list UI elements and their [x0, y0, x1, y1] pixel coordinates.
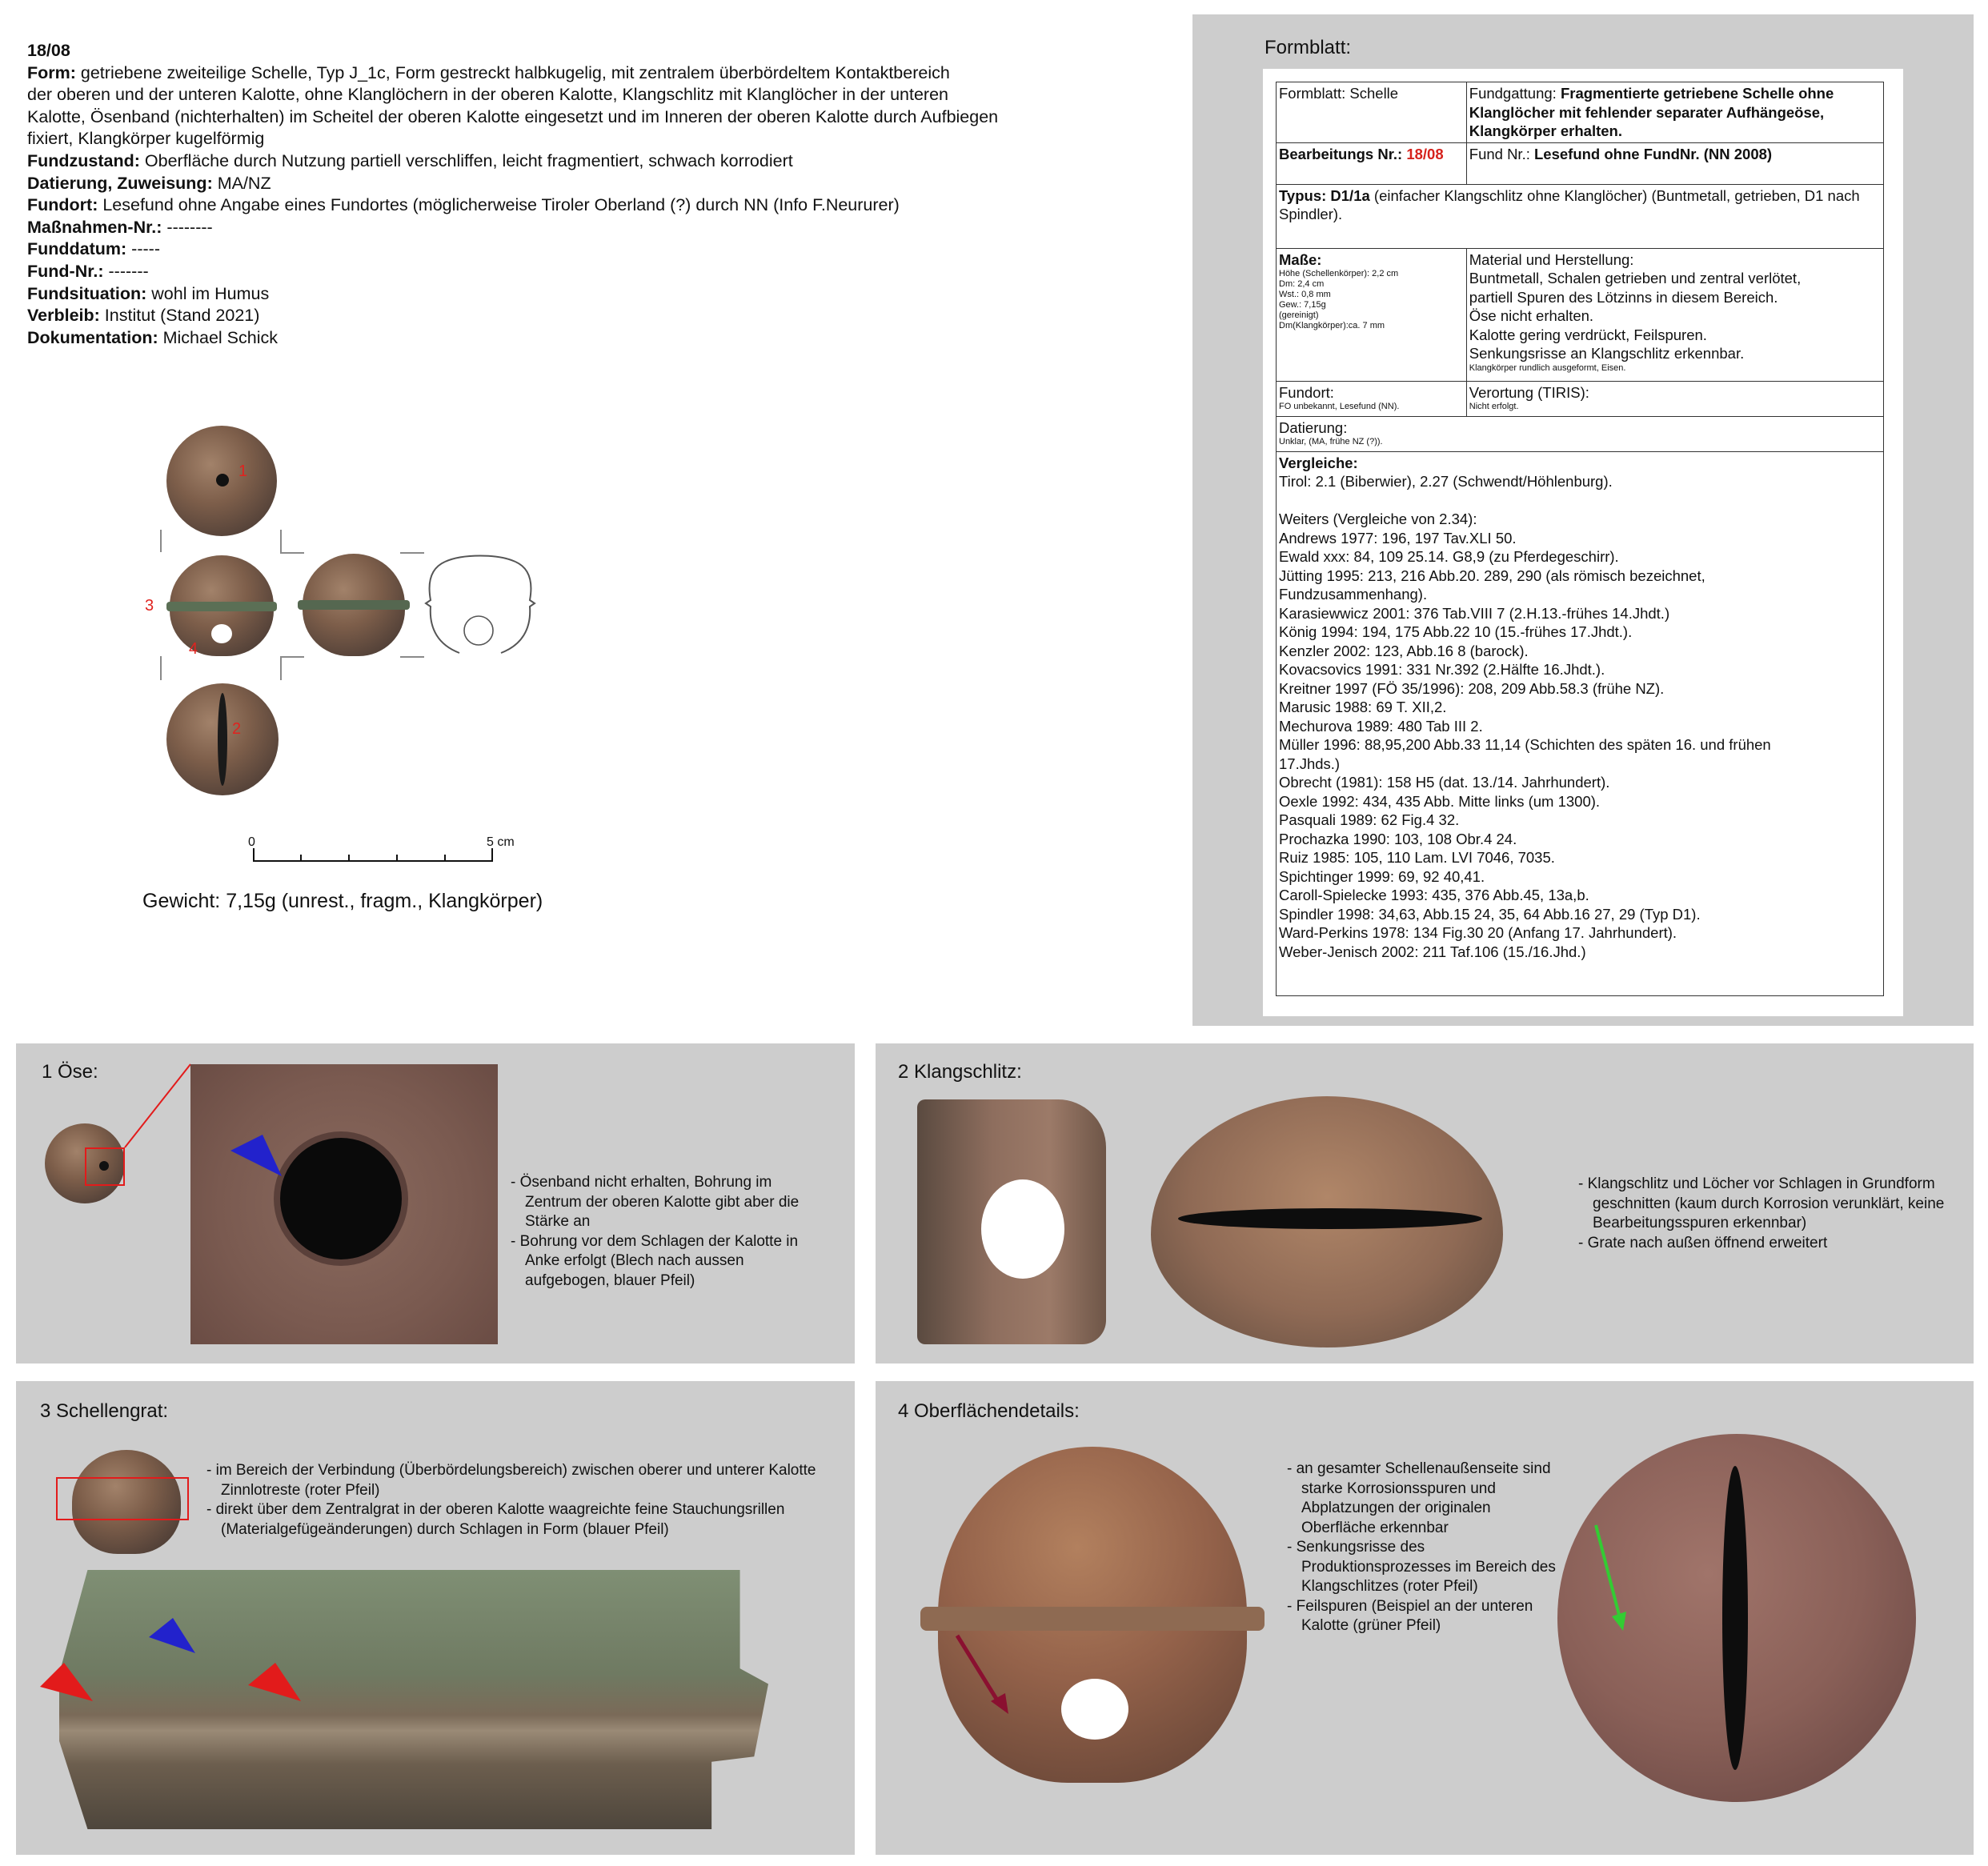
eyelet-hole — [216, 474, 229, 487]
note: - direkt über dem Zentralgrat in der oberen Kalotte waagreichte feine Stauchungsrillen (Materialgefügeänderungen) durch Schlagen in Form (blauer Pfeil) — [206, 1501, 785, 1538]
panel-notes — [511, 1173, 831, 1291]
list-line: Müller 1996: 88,95,200 Abb.33 11,14 (Schichten des späten 16. und frühen — [1279, 736, 1771, 753]
sound-slit — [1178, 1208, 1482, 1229]
list-line: 17.Jhds.) — [1279, 755, 1341, 772]
note: - Klangschlitz und Löcher vor Schlagen in Grundform geschnitten (kaum durch Korrosion verunklärt, keine Bearbeitungsspuren erkennbar) — [1578, 1175, 1945, 1231]
eyelet-closeup-photo — [190, 1064, 498, 1344]
bell-side-photo — [920, 1447, 1265, 1799]
note: - Ösenband nicht erhalten, Bohrung im Zentrum der oberen Kalotte gibt aber die Stärke an — [511, 1174, 800, 1230]
green-arrow — [1589, 1522, 1637, 1634]
description-line: Kalotte, Ösenband (nichterhalten) im Scheitel der oberen Kalotte eingesetzt und im Inneren der oberen Kalotte durch Aufbiegen — [27, 106, 999, 126]
list-line: Ruiz 1985: 105, 110 Lam. LVI 7046, 7035. — [1279, 849, 1555, 866]
slit-side-photo — [917, 1099, 1106, 1344]
sound-hole — [211, 624, 232, 643]
panel-schellengrat — [16, 1381, 855, 1855]
list-line: Obrecht (1981): 158 H5 (dat. 13./14. Jahrhundert). — [1279, 774, 1610, 791]
list-line: Spindler 1998: 34,63, Abb.15 24, 35, 64 Abb.16 27, 29 (Typ D1). — [1279, 905, 1701, 923]
section-drawing — [423, 551, 538, 663]
formblatt-panel — [1192, 14, 1974, 1026]
description-line: Funddatum: ----- — [27, 239, 160, 259]
masse-lines — [1279, 269, 1464, 331]
bell-side-view-2 — [298, 554, 410, 658]
list-line: partiell Spuren des Lötzinns in diesem Bereich. — [1469, 288, 1778, 306]
list-line: Caroll-Spielecke 1993: 435, 376 Abb.45, 13a,b. — [1279, 887, 1589, 903]
list-line: Kalotte gering verdrückt, Feilspuren. — [1469, 326, 1707, 343]
cell-masse: Maße: Höhe (Schellenkörper): 2,2 cm Dm: 2,4 cm Wst.: 0,8 mm Gew.: 7,15g (gereinigt) Dm(Klangkörper):ca. 7 mm — [1277, 248, 1467, 381]
formblatt-table — [1276, 82, 1884, 996]
list-line: Dm: 2,4 cm — [1279, 279, 1325, 289]
panel-title: 1 Öse: — [42, 1061, 98, 1083]
list-line: Jütting 1995: 213, 216 Abb.20. 289, 290 (als römisch bezeichnet, — [1279, 567, 1705, 584]
guide-line — [160, 530, 162, 552]
description-line: fixiert, Klangkörper kugelförmig — [27, 129, 265, 149]
list-line: (gereinigt) — [1279, 310, 1319, 320]
description-line: Dokumentation: Michael Schick — [27, 327, 278, 347]
list-line: Andrews 1977: 196, 197 Tav.XLI 50. — [1279, 529, 1517, 547]
note: - an gesamter Schellenaußenseite sind starke Korrosionsspuren und Abplatzungen der originalen Oberfläche erkennbar — [1287, 1460, 1551, 1536]
label-1: 1 — [238, 462, 248, 480]
sound-hole — [1061, 1679, 1128, 1740]
bell-bottom-view — [166, 683, 279, 795]
scale-label-end: 5 cm — [487, 835, 515, 849]
description-line: der oberen und der unteren Kalotte, ohne Klanglöchern in der oberen Kalotte, Klangschlitz mit Klanglöcher in der unteren — [27, 85, 948, 105]
cell-formblatt: Formblatt: Schelle — [1277, 82, 1467, 143]
guide-line — [280, 530, 282, 552]
formblatt-title: Formblatt: — [1265, 37, 1352, 58]
panel-title: 4 Oberflächendetails: — [898, 1400, 1080, 1422]
list-line: König 1994: 194, 175 Abb.22 10 (15.-frühes 17.Jhdt.). — [1279, 623, 1633, 640]
list-line: Pasquali 1989: 62 Fig.4 32. — [1279, 811, 1460, 828]
list-line: Öse nicht erhalten. — [1469, 307, 1594, 324]
description-line: Fundsituation: wohl im Humus — [27, 283, 270, 303]
description-line: Form: getriebene zweiteilige Schelle, Typ J_1c, Form gestreckt halbkugelig, mit zentralem überbördeltem Kontaktbereich — [27, 62, 950, 82]
maroon-arrow — [952, 1631, 1016, 1719]
panel-klangschlitz — [876, 1043, 1974, 1363]
bell-bottom-photo — [1557, 1434, 1916, 1802]
sound-slit — [1722, 1466, 1748, 1770]
cell-datierung: Datierung: Unklar, (MA, frühe NZ (?)). — [1277, 416, 1884, 451]
note: - im Bereich der Verbindung (Überbördelungsbereich) zwischen oberer und unterer Kalotte Zinnlotreste (roter Pfeil) — [206, 1462, 816, 1499]
cell-typus: Typus: D1/1a (einfacher Klangschlitz ohne Klanglöcher) (Buntmetall, getrieben, D1 nach Spindler). — [1277, 184, 1884, 248]
list-line: Material und Herstellung: — [1469, 250, 1634, 268]
slit-front-photo — [1151, 1096, 1503, 1347]
list-line: Gew.: 7,15g — [1279, 300, 1326, 310]
cell-verortung: Verortung (TIRIS): Nicht erfolgt. — [1466, 381, 1883, 416]
list-line: Marusic 1988: 69 T. XII,2. — [1279, 699, 1447, 715]
list-line: Spichtinger 1999: 69, 92 40,41. — [1279, 867, 1485, 885]
formblatt-sheet — [1263, 69, 1903, 1016]
list-line: Kenzler 2002: 123, Abb.16 8 (barock). — [1279, 642, 1529, 659]
list-line: Dm(Klangkörper):ca. 7 mm — [1279, 321, 1385, 330]
material-lines — [1469, 250, 1881, 363]
sound-slit — [218, 693, 227, 786]
list-line: Fundzusammenhang). — [1279, 586, 1428, 603]
cell-fund-nr: Fund Nr.: Lesefund ohne FundNr. (NN 2008) — [1466, 142, 1883, 184]
panel-title: 3 Schellengrat: — [40, 1400, 169, 1422]
list-line: Tirol: 2.1 (Biberwier), 2.27 (Schwendt/Höhlenburg). — [1279, 473, 1613, 490]
list-line: Buntmetall, Schalen getrieben und zentral verlötet, — [1469, 270, 1802, 286]
note: - Feilspuren (Beispiel an der unteren Kalotte (grüner Pfeil) — [1287, 1597, 1533, 1634]
eyelet-hole — [280, 1138, 402, 1259]
list-line: Prochazka 1990: 103, 108 Obr.4 24. — [1279, 830, 1517, 847]
description-line: Fund-Nr.: ------- — [27, 261, 149, 281]
list-line: Kreitner 1997 (FÖ 35/1996): 208, 209 Abb.58.3 (frühe NZ). — [1279, 679, 1665, 697]
note: - Bohrung vor dem Schlagen der Kalotte in Anke erfolgt (Blech nach aussen aufgebogen, blauer Pfeil) — [511, 1232, 799, 1289]
list-line: Oexle 1992: 434, 435 Abb. Mitte links (um 1300). — [1279, 792, 1601, 810]
list-line: Weiters (Vergleiche von 2.34): — [1279, 511, 1477, 527]
panel-oberflaechendetails — [876, 1381, 1974, 1855]
bell-side-view — [166, 555, 277, 659]
vergleiche-lines — [1279, 472, 1881, 961]
list-line: Senkungsrisse an Klangschlitz erkennbar. — [1469, 345, 1745, 362]
label-2: 2 — [232, 720, 242, 738]
scale-label-start: 0 — [248, 835, 255, 849]
description-line: Verbleib: Institut (Stand 2021) — [27, 306, 260, 326]
cell-bearbeitungs-nr: Bearbeitungs Nr.: 18/08 — [1277, 142, 1467, 184]
list-line: Ewald xxx: 84, 109 25.14. G8,9 (zu Pferdegeschirr). — [1279, 548, 1619, 565]
description-line: Fundzustand: Oberfläche durch Nutzung partiell verschliffen, leicht fragmentiert, schwach korrodiert — [27, 150, 793, 170]
guide-line — [160, 656, 162, 680]
label-3: 3 — [145, 597, 154, 615]
list-line: Ward-Perkins 1978: 134 Fig.30 20 (Anfang 17. Jahrhundert). — [1279, 924, 1677, 941]
description-line: Fundort: Lesefund ohne Angabe eines Fundortes (möglicherweise Tiroler Oberland (?) durch NN (Info F.Neururer) — [27, 195, 900, 215]
panel-title: 2 Klangschlitz: — [898, 1061, 1022, 1083]
list-line: Höhe (Schellenkörper): 2,2 cm — [1279, 269, 1399, 278]
blue-arrow — [230, 1135, 287, 1183]
cell-material: Material und Herstellung: Buntmetall, Schalen getrieben und zentral verlötet, partiell Spuren des Lötzinns in diesem Bereich. Öse nicht erhalten. Kalotte gering verdrückt, Feilspuren. Senkungsrisse an Klangschlitz erkennbar. Klangkörper rundlich ausgeformt, Eisen. — [1466, 248, 1883, 381]
list-line: Karasiewwicz 2001: 376 Tab.VIII 7 (2.H.13.-frühes 14.Jhdt.) — [1279, 604, 1670, 622]
scale-bar — [253, 847, 493, 864]
list-line: Mechurova 1989: 480 Tab III 2. — [1279, 717, 1483, 735]
description-lines — [27, 62, 1132, 350]
cell-fundgattung: Fundgattung: Fragmentierte getriebene Schelle ohne Klanglöcher mit fehlender separater Aufhängeöse, Klangkörper erhalten. — [1466, 82, 1883, 143]
bell-top-view — [166, 426, 277, 536]
list-line: Weber-Jenisch 2002: 211 Taf.106 (15./16.Jhd.) — [1279, 943, 1586, 960]
annotation-arrows — [16, 1381, 855, 1855]
panel-notes — [1578, 1175, 1946, 1253]
find-id: 18/08 — [27, 41, 70, 60]
label-4: 4 — [189, 640, 198, 658]
description-line: Datierung, Zuweisung: MA/NZ — [27, 173, 271, 193]
description-line: Maßnahmen-Nr.: -------- — [27, 217, 213, 237]
panel-notes — [1287, 1460, 1559, 1636]
weight-caption: Gewicht: 7,15g (unrest., fragm., Klangkörper) — [142, 890, 543, 912]
list-line — [1279, 491, 1881, 511]
note: - Grate nach außen öffnend erweitert — [1578, 1234, 1828, 1251]
list-line: Wst.: 0,8 mm — [1279, 290, 1331, 299]
guide-line — [280, 656, 282, 680]
find-description — [27, 40, 1132, 349]
cell-fundort: Fundort: FO unbekannt, Lesefund (NN). — [1277, 381, 1467, 416]
cell-vergleiche: Vergleiche: Tirol: 2.1 (Biberwier), 2.27 (Schwendt/Höhlenburg). Weiters (Vergleiche von 2.34): Andrews 1977: 196, 197 Tav.XLI 50. Ewald xxx: 84, 109 25.14. G8,9 (zu Pferdegeschirr). Jütting 1995: 213, 216 Abb.20. 289, 290 (als römisch bezeichnet, Fundzusammenhang). Karasiewwicz 2001: 376 Tab.VIII 7 (2.H.13.-frühes 14.Jhdt.) König 1994: 194, 175 Abb.22 10 (15.-frühes 17.Jhdt.). Kenzler 2002: 123, Abb.16 8 (barock). Kovacsovics 1991: 331 Nr.392 (2.Hälfte 16.Jhdt.). Kreitner 1997 (FÖ 35/1996): 208, 209 Abb.58.3 (frühe NZ). Marusic 1988: 69 T. XII,2. Mechurova 1989: 480 Tab III 2. Müller 1996: 88,95,200 Abb.33 11,14 (Schichten des späten 16. und frühen 17.Jhds.) Obrecht (1981): 158 H5 (dat. 13./14. Jahrhundert). Oexle 1992: 434, 435 Abb. Mitte links (um 1300). Pasquali 1989: 62 Fig.4 32. Prochazka 1990: 103, 108 Obr.4 24. Ruiz 1985: 105, 110 Lam. LVI 7046, 7035. Spichtinger 1999: 69, 92 40,41. Caroll-Spielecke 1993: 435, 376 Abb.45, 13a,b. Spindler 1998: 34,63, Abb.15 24, 35, 64 Abb.16 27, 29 (Typ D1). Ward-Perkins 1978: 134 Fig.30 20 (Anfang 17. Jahrhundert). Weber-Jenisch 2002: 211 Taf.106 (15./16.Jhd.) — [1277, 451, 1884, 995]
panel-oese — [16, 1043, 855, 1363]
note: - Senkungsrisse des Produktionsprozesses im Bereich des Klangschlitzes (roter Pfeil) — [1287, 1539, 1556, 1595]
list-line: Kovacsovics 1991: 331 Nr.392 (2.Hälfte 16.Jhdt.). — [1279, 661, 1605, 678]
